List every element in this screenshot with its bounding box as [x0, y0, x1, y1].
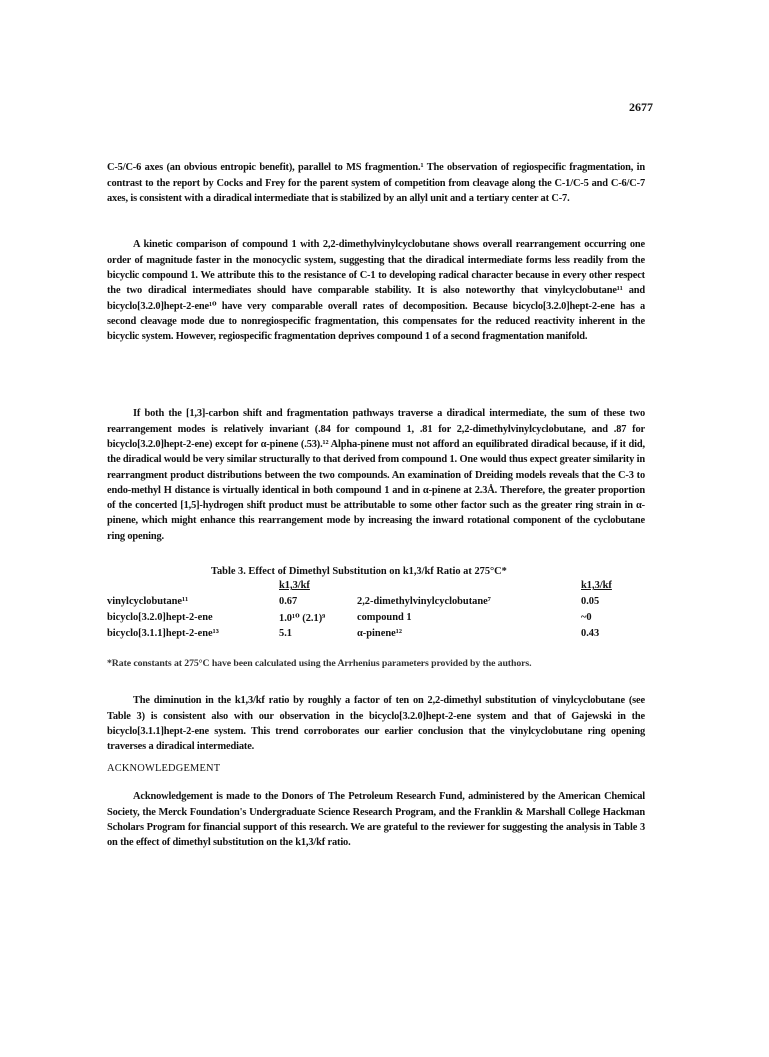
table-cell: 0.05 — [581, 596, 600, 607]
table-col-header-right: k1,3/kf — [581, 580, 612, 591]
table-cell: 2,2-dimethylvinylcyclobutane⁷ — [357, 596, 491, 607]
body-paragraph-3: If both the [1,3]-carbon shift and fragmentation pathways traverse a diradical intermediate, the sum of these two rearrangement modes is relatively invariant (.84 for compound 1, .81 for 2,2-dimethylvinylcyclobutane, and .87 for bicyclo[3.2.0]hept-2-ene) except for α-pinene (.53).¹² Alpha-pinene must not afford an equilibrated diradical because, if it did, the diradical would be very similar structurally to that derived from compound 1. One would thus expect greater similarity in rearrangment product distributions between the two compounds. An examination of Dreiding models reveals that the C-3 to endo-methyl H distance is virtually identical in both compound 1 and in α-pinene at 2.3Å. Therefore, the greater proportion of the concerted [1,5]-hydrogen shift product must be attributable to some other factor such as the greater ring strain in α-pinene, which might enhance this rearrangement mode by increasing the inward rotational component of the cyclobutane ring opening. — [107, 408, 645, 542]
table-cell: ~0 — [581, 612, 592, 623]
table-title: Table 3. Effect of Dimethyl Substitution on k1,3/kf Ratio at 275°C* — [211, 566, 507, 577]
table-cell: bicyclo[3.2.0]hept-2-ene — [107, 612, 213, 623]
body-paragraph-2: A kinetic comparison of compound 1 with 2,2-dimethylvinylcyclobutane shows overall rearrangement occurring one order of magnitude faster in the monocyclic system, suggesting that the diradical intermediate forms less readily from the bicyclic compound 1. We attribute this to the resistance of C-1 to developing radical character because in every other respect the two diradical intermediates should have comparable stability. It is also noteworthy that vinylcyclobutane¹¹ and bicyclo[3.2.0]hept-2-ene¹⁰ have very comparable overall rates of decomposition. Because bicyclo[3.2.0]hept-2-ene has a second cleavage mode due to nonregiospecific fragmentation, this compensates for the reduced reactivity inherent in the bicyclic system. However, regiospecific fragmentation deprives compound 1 of a second fragmentation manifold. — [107, 239, 645, 343]
table-col-header-left: k1,3/kf — [279, 580, 310, 591]
table-row — [107, 596, 647, 612]
table-cell: 0.67 — [279, 596, 298, 607]
table-cell: vinylcyclobutane¹¹ — [107, 596, 189, 607]
table-cell: compound 1 — [357, 612, 412, 623]
body-paragraph-5: Acknowledgement is made to the Donors of The Petroleum Research Fund, administered by the American Chemical Society, the Merck Foundation's Undergraduate Science Research Program, and the Franklin & Marshall College Hackman Scholars Program for financial support of this research. We are grateful to the reviewer for suggesting the analysis in Table 3 on the effect of dimethyl substitution on the k1,3/kf ratio. — [107, 791, 645, 849]
table-footnote: *Rate constants at 275°C have been calculated using the Arrhenius parameters provided by the authors. — [107, 658, 532, 669]
body-paragraph-1: C-5/C-6 axes (an obvious entropic benefit), parallel to MS fragmention.¹ The observation of regiospecific fragmentation, in contrast to the report by Cocks and Frey for the parent system of competition from cleavage along the C-1/C-5 and C-6/C-7 axes, is consistent with a diradical intermediate that is stabilized by an allyl unit and a tertiary center at C-7. — [107, 162, 645, 204]
body-paragraph-4: The diminution in the k1,3/kf ratio by roughly a factor of ten on 2,2-dimethyl substitution of vinylcyclobutane (see Table 3) is consistent also with our observation in the bicyclo[3.2.0]hept-2-ene system and that of Gajewski in the bicyclo[3.1.1]hept-2-ene system. This trend corroborates our earlier conclusion that the vinylcyclobutane ring opening traverses a diradical intermediate. — [107, 695, 645, 753]
table-cell: 5.1 — [279, 628, 292, 639]
acknowledgement-heading: ACKNOWLEDGEMENT — [107, 763, 221, 774]
table-header-row — [107, 580, 647, 596]
table-cell: 1.0¹⁰ (2.1)⁹ — [279, 613, 326, 624]
table-row — [107, 628, 647, 644]
page-number: 2677 — [629, 100, 653, 114]
table-3 — [107, 580, 647, 644]
table-cell: bicyclo[3.1.1]hept-2-ene¹³ — [107, 628, 219, 639]
table-cell: 0.43 — [581, 628, 600, 639]
table-row — [107, 612, 647, 628]
table-cell: α-pinene¹² — [357, 628, 402, 639]
